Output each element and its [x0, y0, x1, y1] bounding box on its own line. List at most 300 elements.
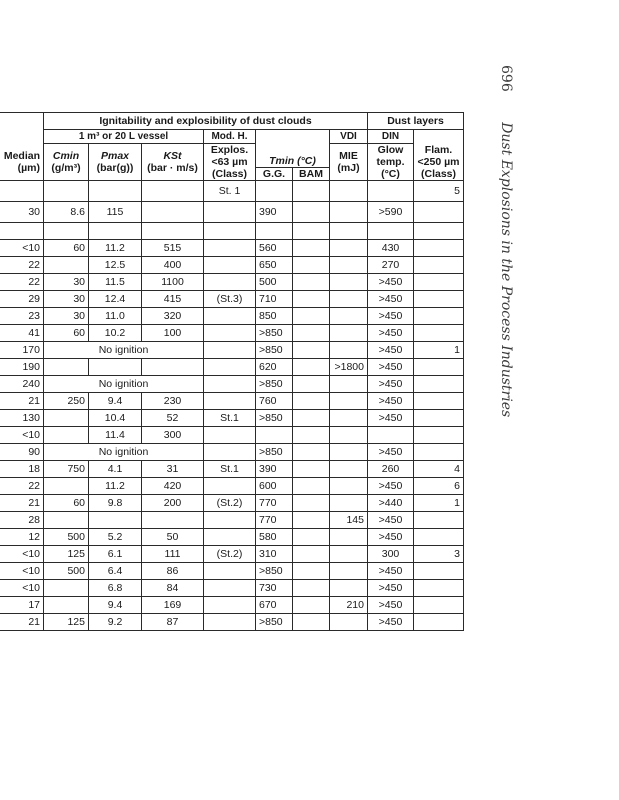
cell-cmin: 60	[44, 240, 89, 257]
cell-glow: >450	[368, 410, 414, 427]
cell-mie	[330, 308, 368, 325]
cell-glow	[368, 181, 414, 202]
pmax-header: Pmax (bar(g))	[89, 144, 142, 181]
cell-bam	[293, 257, 330, 274]
cell-flam	[414, 308, 464, 325]
cell-kst: 50	[142, 529, 204, 546]
cell-mie	[330, 444, 368, 461]
cell-gg: 620	[256, 359, 293, 376]
cell-bam	[293, 427, 330, 444]
cell-bam	[293, 461, 330, 478]
cell-mie: 145	[330, 512, 368, 529]
cell-kst: 420	[142, 478, 204, 495]
cell-mie	[330, 529, 368, 546]
cell-mie	[330, 410, 368, 427]
table-row	[0, 257, 464, 274]
cell-gg: 760	[256, 393, 293, 410]
cell-pmax: 11.2	[89, 240, 142, 257]
cell-mie	[330, 461, 368, 478]
cell-flam	[414, 597, 464, 614]
no-ignition-cell: No ignition	[44, 342, 204, 359]
cell-kst: 515	[142, 240, 204, 257]
cell-flam: 1	[414, 342, 464, 359]
cell-bam	[293, 563, 330, 580]
cell-kst: 200	[142, 495, 204, 512]
table-row	[0, 308, 464, 325]
cell-cmin	[44, 597, 89, 614]
cell-explos	[204, 427, 256, 444]
cell-kst	[142, 512, 204, 529]
cell-mie	[330, 257, 368, 274]
cell-kst: 86	[142, 563, 204, 580]
cell-pmax: 12.4	[89, 291, 142, 308]
cell-flam	[414, 563, 464, 580]
cell-cmin	[44, 512, 89, 529]
cell-median	[0, 223, 44, 240]
vessel-header: 1 m³ or 20 L vessel	[44, 130, 204, 144]
cell-median: 170	[0, 342, 44, 359]
cell-explos	[204, 512, 256, 529]
cell-pmax: 10.2	[89, 325, 142, 342]
glow-header: Glow temp. (°C)	[368, 144, 414, 181]
cell-median: 22	[0, 274, 44, 291]
cell-bam	[293, 512, 330, 529]
cell-mie	[330, 202, 368, 223]
cell-cmin	[44, 427, 89, 444]
table-row	[0, 291, 464, 308]
cell-pmax: 9.4	[89, 393, 142, 410]
median-header-top	[0, 113, 44, 130]
cell-mie	[330, 563, 368, 580]
explos-header: Explos. <63 µm (Class)	[204, 144, 256, 181]
cell-bam	[293, 223, 330, 240]
cell-glow: >450	[368, 325, 414, 342]
cell-bam	[293, 580, 330, 597]
cell-median: 12	[0, 529, 44, 546]
cell-glow: 300	[368, 546, 414, 563]
cell-flam: 3	[414, 546, 464, 563]
cell-kst: 320	[142, 308, 204, 325]
table-row	[0, 427, 464, 444]
cell-glow: >450	[368, 580, 414, 597]
cell-flam	[414, 529, 464, 546]
cell-flam	[414, 410, 464, 427]
cell-cmin: 125	[44, 546, 89, 563]
page-number: 696	[498, 65, 514, 92]
cell-pmax: 9.4	[89, 597, 142, 614]
table-row	[0, 342, 464, 359]
cell-bam	[293, 393, 330, 410]
cell-cmin: 30	[44, 274, 89, 291]
cell-kst: 169	[142, 597, 204, 614]
cell-bam	[293, 274, 330, 291]
tmin-header: Tmin (°C) G.G. BAM	[256, 144, 330, 181]
table-row	[0, 597, 464, 614]
cell-median: 30	[0, 202, 44, 223]
cell-gg: 770	[256, 495, 293, 512]
cell-kst: 111	[142, 546, 204, 563]
cell-pmax: 9.8	[89, 495, 142, 512]
cell-mie	[330, 393, 368, 410]
cell-median: 18	[0, 461, 44, 478]
cell-mie	[330, 240, 368, 257]
dust-properties-table	[0, 112, 464, 631]
table-row	[0, 512, 464, 529]
cell-explos	[204, 257, 256, 274]
cell-median: 240	[0, 376, 44, 393]
cell-flam	[414, 223, 464, 240]
cell-bam	[293, 495, 330, 512]
cell-mie	[330, 325, 368, 342]
cell-glow	[368, 427, 414, 444]
cell-flam	[414, 359, 464, 376]
cell-explos	[204, 614, 256, 631]
cell-explos	[204, 478, 256, 495]
table-row	[0, 614, 464, 631]
cell-pmax: 4.1	[89, 461, 142, 478]
cell-gg: 650	[256, 257, 293, 274]
cell-flam	[414, 274, 464, 291]
cell-cmin: 8.6	[44, 202, 89, 223]
cell-pmax: 6.4	[89, 563, 142, 580]
cell-flam	[414, 580, 464, 597]
cell-cmin: 30	[44, 291, 89, 308]
table-row	[0, 274, 464, 291]
cell-flam	[414, 427, 464, 444]
cell-kst: 415	[142, 291, 204, 308]
cell-kst: 52	[142, 410, 204, 427]
cell-flam: 6	[414, 478, 464, 495]
cell-gg: >850	[256, 614, 293, 631]
cell-explos	[204, 444, 256, 461]
cell-flam	[414, 512, 464, 529]
cell-glow: 270	[368, 257, 414, 274]
cell-flam: 1	[414, 495, 464, 512]
cell-flam	[414, 325, 464, 342]
cell-bam	[293, 597, 330, 614]
cell-glow: >450	[368, 563, 414, 580]
cell-cmin: 250	[44, 393, 89, 410]
cell-kst	[142, 359, 204, 376]
cell-flam	[414, 614, 464, 631]
cell-kst: 84	[142, 580, 204, 597]
cell-bam	[293, 325, 330, 342]
cell-median: 22	[0, 257, 44, 274]
cell-explos	[204, 359, 256, 376]
cell-bam	[293, 342, 330, 359]
cell-flam	[414, 240, 464, 257]
cell-median: 41	[0, 325, 44, 342]
cell-pmax	[89, 512, 142, 529]
cell-median: 17	[0, 597, 44, 614]
cell-pmax: 5.2	[89, 529, 142, 546]
cell-cmin: 30	[44, 308, 89, 325]
cell-median: 29	[0, 291, 44, 308]
cell-mie	[330, 580, 368, 597]
cell-gg: >850	[256, 342, 293, 359]
layers-group-header: Dust layers	[368, 113, 464, 130]
cell-glow: >450	[368, 359, 414, 376]
cell-mie	[330, 291, 368, 308]
table-row	[0, 444, 464, 461]
cell-median: 22	[0, 478, 44, 495]
cell-pmax: 12.5	[89, 257, 142, 274]
cell-mie	[330, 427, 368, 444]
cell-median: 21	[0, 495, 44, 512]
cell-median: <10	[0, 563, 44, 580]
cell-median: <10	[0, 427, 44, 444]
cell-mie: >1800	[330, 359, 368, 376]
cell-mie	[330, 376, 368, 393]
cell-glow: >450	[368, 393, 414, 410]
running-header	[498, 65, 514, 418]
cell-bam	[293, 291, 330, 308]
cell-mie: 210	[330, 597, 368, 614]
cell-explos	[204, 563, 256, 580]
cell-bam	[293, 202, 330, 223]
cell-pmax: 6.8	[89, 580, 142, 597]
cell-gg: 390	[256, 461, 293, 478]
cell-explos: (St.2)	[204, 495, 256, 512]
cell-median	[0, 181, 44, 202]
cell-kst: 87	[142, 614, 204, 631]
cell-mie	[330, 614, 368, 631]
cell-flam	[414, 444, 464, 461]
table-row	[0, 410, 464, 427]
cell-bam	[293, 359, 330, 376]
cell-gg: 310	[256, 546, 293, 563]
mod-h-header: Mod. H.	[204, 130, 256, 144]
cell-kst: 400	[142, 257, 204, 274]
cell-pmax	[89, 359, 142, 376]
cell-median: 130	[0, 410, 44, 427]
cell-gg: 730	[256, 580, 293, 597]
cell-explos: (St.2)	[204, 546, 256, 563]
cell-median: 190	[0, 359, 44, 376]
cell-gg: 560	[256, 240, 293, 257]
cell-gg: >850	[256, 325, 293, 342]
cell-kst	[142, 202, 204, 223]
cell-gg: >850	[256, 444, 293, 461]
table-row	[0, 580, 464, 597]
cell-cmin: 125	[44, 614, 89, 631]
cell-explos	[204, 393, 256, 410]
table-row	[0, 546, 464, 563]
cell-glow: 260	[368, 461, 414, 478]
cell-mie	[330, 546, 368, 563]
cell-explos: (St.3)	[204, 291, 256, 308]
table-row	[0, 529, 464, 546]
cell-gg: 390	[256, 202, 293, 223]
cell-glow: >450	[368, 478, 414, 495]
kst-header: KSt (bar · m/s)	[142, 144, 204, 181]
table-row	[0, 240, 464, 257]
cell-mie	[330, 223, 368, 240]
cell-mie	[330, 274, 368, 291]
cell-pmax: 6.1	[89, 546, 142, 563]
cell-flam	[414, 202, 464, 223]
cell-bam	[293, 308, 330, 325]
cell-median: 21	[0, 614, 44, 631]
cell-gg: >850	[256, 563, 293, 580]
cell-cmin	[44, 580, 89, 597]
cell-mie	[330, 342, 368, 359]
cell-gg: 850	[256, 308, 293, 325]
cell-kst: 31	[142, 461, 204, 478]
cell-glow: 430	[368, 240, 414, 257]
no-ignition-cell: No ignition	[44, 376, 204, 393]
cell-explos	[204, 202, 256, 223]
table-row	[0, 461, 464, 478]
cell-median: 23	[0, 308, 44, 325]
cell-explos: St. 1	[204, 181, 256, 202]
table-row	[0, 563, 464, 580]
cell-gg	[256, 223, 293, 240]
cell-pmax	[89, 223, 142, 240]
cell-flam	[414, 376, 464, 393]
cell-kst: 230	[142, 393, 204, 410]
cell-glow: >450	[368, 308, 414, 325]
table-row	[0, 181, 464, 202]
cell-bam	[293, 444, 330, 461]
cell-pmax: 11.2	[89, 478, 142, 495]
cell-glow	[368, 223, 414, 240]
cell-gg: 710	[256, 291, 293, 308]
bam-header: BAM	[299, 168, 323, 180]
cell-mie	[330, 181, 368, 202]
din-header: DIN	[368, 130, 414, 144]
cell-pmax: 11.0	[89, 308, 142, 325]
cell-explos	[204, 597, 256, 614]
table-row	[0, 223, 464, 240]
cell-glow: >450	[368, 512, 414, 529]
cell-median: <10	[0, 580, 44, 597]
cell-cmin: 60	[44, 495, 89, 512]
cell-mie	[330, 478, 368, 495]
cell-glow: >450	[368, 291, 414, 308]
cell-median: 21	[0, 393, 44, 410]
cell-cmin: 500	[44, 529, 89, 546]
cell-explos	[204, 308, 256, 325]
table-row	[0, 393, 464, 410]
cell-flam	[414, 393, 464, 410]
cell-gg: >850	[256, 410, 293, 427]
cell-flam: 4	[414, 461, 464, 478]
cell-kst: 100	[142, 325, 204, 342]
table-row	[0, 202, 464, 223]
cell-explos	[204, 274, 256, 291]
cell-gg	[256, 181, 293, 202]
table-row	[0, 325, 464, 342]
cell-explos	[204, 529, 256, 546]
cell-cmin	[44, 223, 89, 240]
cell-pmax: 115	[89, 202, 142, 223]
cell-glow: >450	[368, 376, 414, 393]
cell-cmin: 60	[44, 325, 89, 342]
cell-bam	[293, 181, 330, 202]
no-ignition-cell: No ignition	[44, 444, 204, 461]
cell-flam	[414, 291, 464, 308]
cell-median: <10	[0, 546, 44, 563]
cell-pmax	[89, 181, 142, 202]
cell-gg: >850	[256, 376, 293, 393]
cell-pmax: 11.5	[89, 274, 142, 291]
table-row	[0, 478, 464, 495]
cell-kst: 300	[142, 427, 204, 444]
cell-bam	[293, 410, 330, 427]
cell-glow: >450	[368, 529, 414, 546]
cell-glow: >450	[368, 614, 414, 631]
clouds-group-header: Ignitability and explosibility of dust clouds	[44, 113, 368, 130]
cell-kst: 1100	[142, 274, 204, 291]
cell-pmax: 11.4	[89, 427, 142, 444]
cell-pmax: 10.4	[89, 410, 142, 427]
vdi-header: VDI	[330, 130, 368, 144]
cell-glow: >450	[368, 597, 414, 614]
cell-bam	[293, 614, 330, 631]
cell-flam: 5	[414, 181, 464, 202]
flam-header: Flam. <250 µm (Class)	[414, 144, 464, 181]
cell-glow: >440	[368, 495, 414, 512]
cell-explos: St.1	[204, 461, 256, 478]
median-header: Median (µm)	[0, 144, 44, 181]
gg-header: G.G.	[256, 168, 293, 180]
cell-bam	[293, 478, 330, 495]
cell-cmin	[44, 181, 89, 202]
cell-median: 90	[0, 444, 44, 461]
table-row	[0, 495, 464, 512]
cell-mie	[330, 495, 368, 512]
cell-explos	[204, 342, 256, 359]
cell-explos	[204, 580, 256, 597]
cell-cmin	[44, 410, 89, 427]
cell-gg	[256, 427, 293, 444]
cell-flam	[414, 257, 464, 274]
cell-glow: >450	[368, 444, 414, 461]
cell-bam	[293, 546, 330, 563]
cell-gg: 600	[256, 478, 293, 495]
cell-cmin	[44, 257, 89, 274]
cell-cmin	[44, 478, 89, 495]
cell-kst	[142, 181, 204, 202]
cell-gg: 670	[256, 597, 293, 614]
cell-bam	[293, 529, 330, 546]
cell-explos: St.1	[204, 410, 256, 427]
cell-gg: 770	[256, 512, 293, 529]
cell-bam	[293, 240, 330, 257]
cell-pmax: 9.2	[89, 614, 142, 631]
cell-bam	[293, 376, 330, 393]
cell-cmin: 500	[44, 563, 89, 580]
cell-explos	[204, 325, 256, 342]
cell-median: <10	[0, 240, 44, 257]
cell-explos	[204, 223, 256, 240]
cell-explos	[204, 376, 256, 393]
cell-median: 28	[0, 512, 44, 529]
cell-cmin	[44, 359, 89, 376]
book-title: Dust Explosions in the Process Industries	[498, 122, 514, 418]
table-row	[0, 376, 464, 393]
cell-gg: 500	[256, 274, 293, 291]
cell-cmin: 750	[44, 461, 89, 478]
cell-explos	[204, 240, 256, 257]
mie-header: MIE (mJ)	[330, 144, 368, 181]
cmin-header: Cmin (g/m³)	[44, 144, 89, 181]
cell-kst	[142, 223, 204, 240]
cell-glow: >590	[368, 202, 414, 223]
table-row	[0, 359, 464, 376]
cell-glow: >450	[368, 274, 414, 291]
